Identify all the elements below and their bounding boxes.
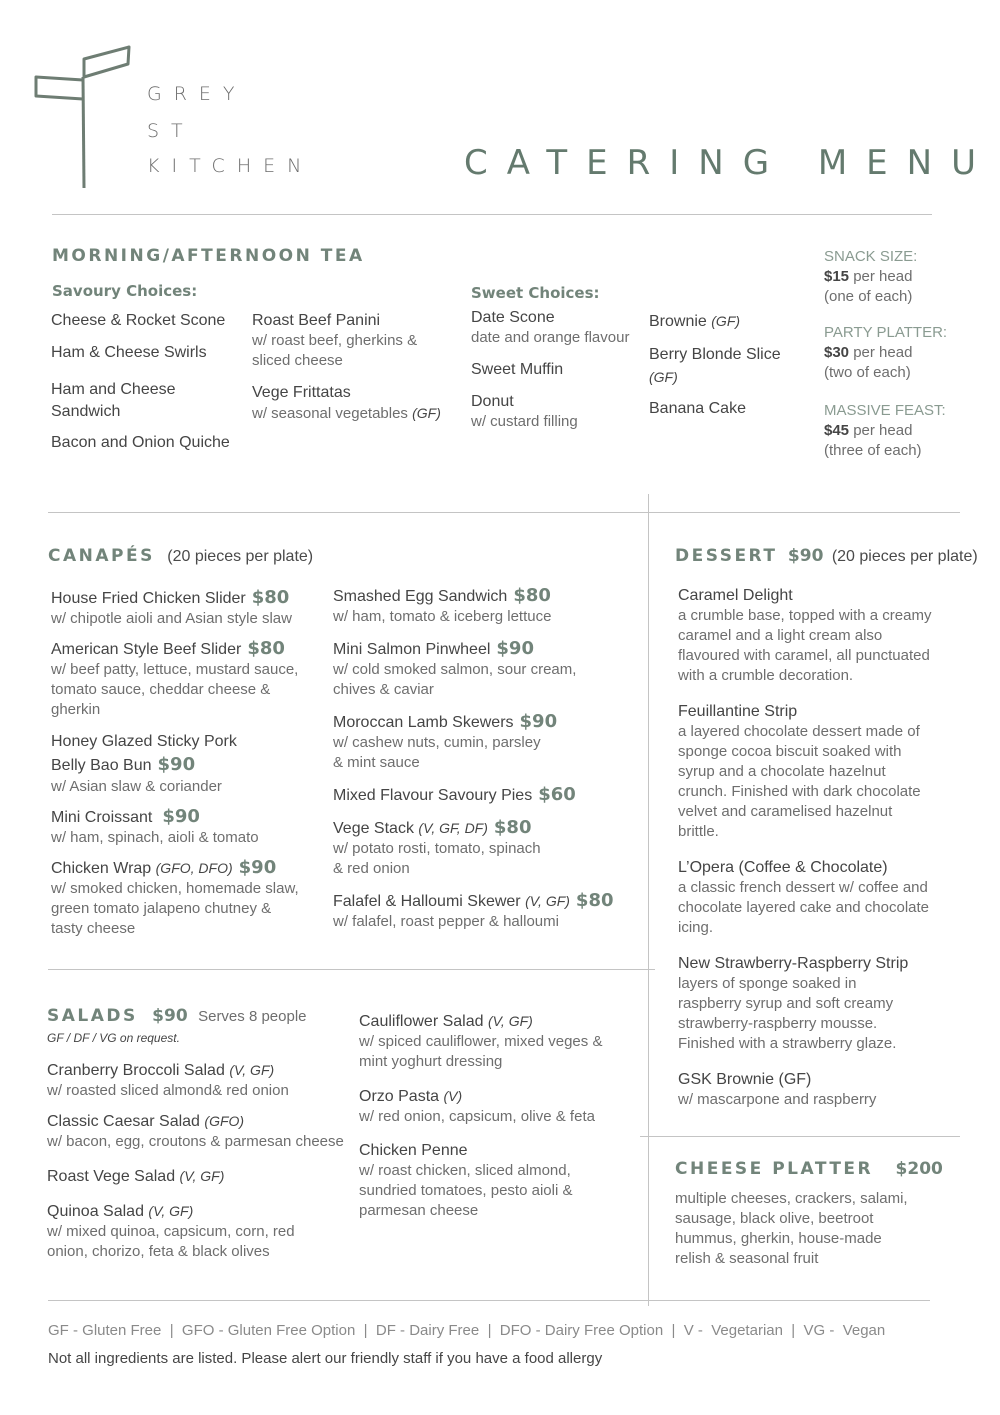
- dietary-tag: (V, GF): [229, 1062, 275, 1078]
- cheese-platter-price: $200: [895, 1159, 943, 1179]
- menu-item: [359, 1086, 619, 1127]
- menu-item: [359, 1011, 619, 1072]
- menu-item-name: Classic Caesar Salad: [47, 1113, 200, 1130]
- pricing-massive-feast: MASSIVE FEAST: $45 per head (three of each): [824, 401, 984, 461]
- menu-item-name: Roast Beef Panini: [252, 312, 381, 329]
- page-title: CATERING MENU: [464, 143, 995, 183]
- cheese-platter-heading: CHEESE PLATTER $200: [675, 1159, 943, 1179]
- menu-item-price: $60: [538, 784, 576, 805]
- menu-item-name: Donut: [471, 393, 514, 410]
- logo-line-2: ST: [147, 120, 195, 142]
- canapes-note: (20 pieces per plate): [167, 548, 314, 565]
- menu-item: [678, 702, 943, 842]
- menu-item: [678, 586, 943, 686]
- pricing-note: (two of each): [824, 364, 911, 381]
- divider-cheese-top: [640, 1136, 960, 1137]
- menu-item-name: Smashed Egg Sandwich: [333, 588, 508, 605]
- menu-item-name: Bacon and Onion Quiche: [51, 434, 230, 451]
- menu-item-name: Mixed Flavour Savoury Pies: [333, 787, 533, 804]
- dietary-tag: (V, GF): [179, 1168, 225, 1184]
- pricing-label: PARTY PLATTER:: [824, 324, 948, 341]
- menu-item-desc: w/ custard filling: [471, 413, 578, 430]
- menu-item-desc: layers of sponge soaked in raspberry syrup and soft creamy strawberry-raspberry mousse. Finished with a strawberry glaze.: [678, 975, 897, 1052]
- pricing-party-platter: PARTY PLATTER: $30 per head (two of each): [824, 323, 984, 383]
- dietary-tag: (V): [443, 1088, 463, 1104]
- menu-item-name: Quinoa Salad: [47, 1203, 144, 1220]
- menu-item-desc: w/ red onion, capsicum, olive & feta: [359, 1108, 595, 1125]
- menu-item-desc: a crumble base, topped with a creamy caramel and a light cream also flavoured with caramel, all punctuated with a crumble decoration.: [678, 607, 932, 684]
- dietary-tag: (GFO): [204, 1113, 245, 1129]
- pricing-note: (one of each): [824, 288, 913, 305]
- menu-item: [678, 954, 943, 1054]
- menu-item-desc: w/ mascarpone and raspberry: [678, 1091, 877, 1108]
- menu-item-desc: w/ falafel, roast pepper & halloumi: [333, 913, 559, 930]
- salads-price: $90: [152, 1006, 188, 1026]
- menu-item-name: House Fried Chicken Slider: [51, 590, 246, 607]
- sweet-heading: Sweet Choices:: [471, 284, 600, 302]
- logo-line-1: GREY: [147, 83, 247, 105]
- menu-item-desc: w/ chipotle aioli and Asian style slaw: [51, 610, 292, 627]
- menu-item-name: Orzo Pasta: [359, 1088, 440, 1105]
- menu-item-desc: a classic french dessert w/ coffee and chocolate layered cake and chocolate icing.: [678, 879, 930, 936]
- pricing-price: $45: [824, 422, 850, 439]
- savoury-col-1: [51, 311, 246, 453]
- menu-item-desc: w/ spiced cauliflower, mixed veges & mint yoghurt dressing: [359, 1033, 603, 1070]
- dietary-tag: (V, GF): [525, 893, 570, 909]
- menu-item-desc: w/ beef patty, lettuce, mustard sauce, tomato sauce, cheddar cheese & gherkin: [51, 661, 299, 718]
- menu-item-desc: w/ cold smoked salmon, sour cream, chives & caviar: [333, 661, 577, 698]
- menu-item-name: Feuillantine Strip: [678, 703, 798, 720]
- menu-item: [333, 586, 633, 627]
- menu-item-name: Mini Croissant: [51, 809, 153, 826]
- menu-item-price: $80: [513, 585, 551, 606]
- menu-item-name: Ham & Cheese Swirls: [51, 344, 207, 361]
- divider-top: [52, 214, 932, 215]
- dessert-list: [678, 586, 943, 1110]
- sweet-col-1: [471, 308, 641, 432]
- canapes-col-2: [333, 586, 633, 942]
- menu-item-name: L’Opera (Coffee & Chocolate): [678, 859, 888, 876]
- menu-item-name: GSK Brownie (GF): [678, 1071, 812, 1088]
- dessert-heading: DESSERT $90 (20 pieces per plate): [675, 546, 978, 566]
- dessert-note: (20 pieces per plate): [831, 548, 978, 565]
- menu-item-name: Vege Stack: [333, 820, 414, 837]
- menu-item-price: $80: [493, 817, 532, 838]
- salads-request-note: GF / DF / VG on request.: [47, 1031, 180, 1045]
- tea-pricing: [824, 247, 984, 461]
- dietary-tag: (GF): [711, 313, 741, 329]
- menu-item: [51, 807, 321, 848]
- menu-item-price: $80: [575, 890, 614, 911]
- pricing-label: MASSIVE FEAST:: [824, 402, 946, 419]
- menu-item: [678, 1070, 943, 1110]
- menu-item-name: Moroccan Lamb Skewers: [333, 714, 514, 731]
- pricing-snack-size: SNACK SIZE: $15 per head (one of each): [824, 247, 984, 307]
- menu-item: [47, 1060, 347, 1101]
- savoury-heading: Savoury Choices:: [52, 282, 198, 300]
- divider-salads-top: [48, 969, 655, 970]
- menu-item-desc: w/ roast beef, gherkins & sliced cheese: [252, 332, 418, 369]
- menu-item: [333, 891, 633, 932]
- menu-item: [333, 639, 633, 700]
- pricing-price: $15: [824, 268, 850, 285]
- menu-item-desc: date and orange flavour: [471, 329, 630, 346]
- menu-item: [333, 785, 633, 806]
- menu-item: [333, 712, 633, 773]
- menu-item-name: Date Scone: [471, 309, 555, 326]
- menu-item-name: Ham and Cheese Sandwich: [51, 381, 176, 420]
- pricing-label: SNACK SIZE:: [824, 248, 918, 265]
- dietary-legend: GF - Gluten Free | GFO - Gluten Free Option | DF - Dairy Free | DFO - Dairy Free Option | V - Vegetarian | VG - Vegan: [48, 1322, 886, 1339]
- canapes-col-1: [51, 588, 321, 949]
- signpost-logo-icon: [30, 42, 135, 192]
- menu-item-name: Cauliflower Salad: [359, 1013, 484, 1030]
- menu-item-desc: w/ mixed quinoa, capsicum, corn, red onion, chorizo, feta & black olives: [47, 1223, 295, 1260]
- menu-item-name: Brownie (GF): [649, 313, 741, 330]
- menu-item: [51, 588, 321, 629]
- menu-item-desc: w/ seasonal vegetables (GF): [252, 405, 441, 422]
- salads-col-2: [359, 1011, 619, 1231]
- dietary-tag: (GF): [649, 369, 678, 385]
- menu-item: [51, 730, 321, 797]
- menu-item-price: $90: [157, 754, 196, 775]
- dietary-tag: (V, GF): [487, 1013, 533, 1029]
- sweet-col-2: [649, 311, 799, 419]
- menu-item: [47, 1201, 347, 1262]
- menu-item-desc: w/ ham, spinach, aioli & tomato: [51, 829, 259, 846]
- menu-item-name: Sweet Muffin: [471, 361, 564, 378]
- dessert-price: $90: [787, 546, 824, 566]
- dietary-tag: (GFO, DFO): [155, 860, 233, 876]
- menu-item-name: Chicken Wrap: [51, 860, 152, 877]
- menu-item-name: Roast Vege Salad: [47, 1168, 176, 1185]
- morning-tea-heading: MORNING/AFTERNOON TEA: [52, 246, 365, 266]
- menu-item-desc: w/ cashew nuts, cumin, parsley & mint sauce: [333, 734, 541, 771]
- logo-line-3: KITCHEN: [147, 155, 314, 177]
- divider-bottom: [48, 1300, 930, 1301]
- menu-item: [47, 1166, 347, 1187]
- menu-item-desc: w/ bacon, egg, croutons & parmesan cheese: [47, 1133, 344, 1150]
- menu-item-name: Berry Blonde Slice (GF): [649, 346, 781, 385]
- canapes-heading: CANAPÉS (20 pieces per plate): [48, 546, 314, 566]
- pricing-price: $30: [824, 344, 850, 361]
- menu-item-name: Honey Glazed Sticky Pork Belly Bao Bun: [51, 733, 237, 774]
- divider-canapes-top: [48, 512, 960, 513]
- dietary-tag: (GF): [412, 405, 441, 421]
- menu-item-name: Falafel & Halloumi Skewer: [333, 893, 521, 910]
- menu-item-price: $80: [247, 638, 285, 659]
- menu-item-desc: w/ potato rosti, tomato, spinach & red onion: [333, 840, 541, 877]
- salads-col-1: [47, 1060, 347, 1272]
- dietary-tag: (V, GF): [148, 1203, 194, 1219]
- menu-item-desc: w/ ham, tomato & iceberg lettuce: [333, 608, 552, 625]
- menu-item: [359, 1141, 619, 1221]
- menu-item-price: $90: [162, 806, 200, 827]
- menu-item-desc: w/ Asian slaw & coriander: [51, 778, 222, 795]
- menu-item-desc: w/ roast chicken, sliced almond, sundried tomatoes, pesto aioli & parmesan cheese: [359, 1162, 573, 1219]
- salads-serves: Serves 8 people: [198, 1008, 307, 1025]
- menu-item-name: New Strawberry-Raspberry Strip: [678, 955, 909, 972]
- menu-item-price: $90: [519, 711, 558, 732]
- salads-heading: SALADS $90 Serves 8 people: [47, 1006, 307, 1026]
- cheese-platter-desc: multiple cheeses, crackers, salami, sausage, black olive, beetroot hummus, gherkin, house-made relish & seasonal fruit: [675, 1190, 908, 1267]
- menu-item-price: $80: [251, 587, 290, 608]
- menu-item: [333, 818, 633, 879]
- menu-item-name: Vege Frittatas: [252, 384, 351, 401]
- menu-item-price: $90: [238, 857, 277, 878]
- menu-item-desc: w/ roasted sliced almond& red onion: [47, 1082, 289, 1099]
- menu-item: [678, 858, 943, 938]
- menu-item-desc: w/ smoked chicken, homemade slaw, green tomato jalapeno chutney & tasty cheese: [51, 880, 299, 937]
- menu-item-name: American Style Beef Slider: [51, 641, 242, 658]
- menu-item-name: Cranberry Broccoli Salad: [47, 1062, 225, 1079]
- menu-item-name: Mini Salmon Pinwheel: [333, 641, 491, 658]
- menu-item: [47, 1111, 347, 1152]
- menu-item-name: Cheese & Rocket Scone: [51, 312, 226, 329]
- menu-item-name: Chicken Penne: [359, 1142, 468, 1159]
- allergy-note: Not all ingredients are listed. Please alert our friendly staff if you have a food allergy: [48, 1350, 603, 1367]
- menu-item: [51, 639, 321, 720]
- savoury-col-2: [252, 311, 452, 424]
- divider-vertical: [648, 494, 649, 1306]
- pricing-note: (three of each): [824, 442, 922, 459]
- dietary-tag: (V, GF, DF): [418, 820, 488, 836]
- menu-item-name: Caramel Delight: [678, 587, 793, 604]
- menu-item-price: $90: [496, 638, 534, 659]
- menu-item-desc: a layered chocolate dessert made of sponge cocoa biscuit soaked with syrup and a chocolate hazelnut crunch. Finished with dark chocolate velvet and caramelised hazelnut brittle.: [678, 723, 921, 840]
- menu-item: [51, 858, 321, 939]
- menu-item-name: Banana Cake: [649, 400, 746, 417]
